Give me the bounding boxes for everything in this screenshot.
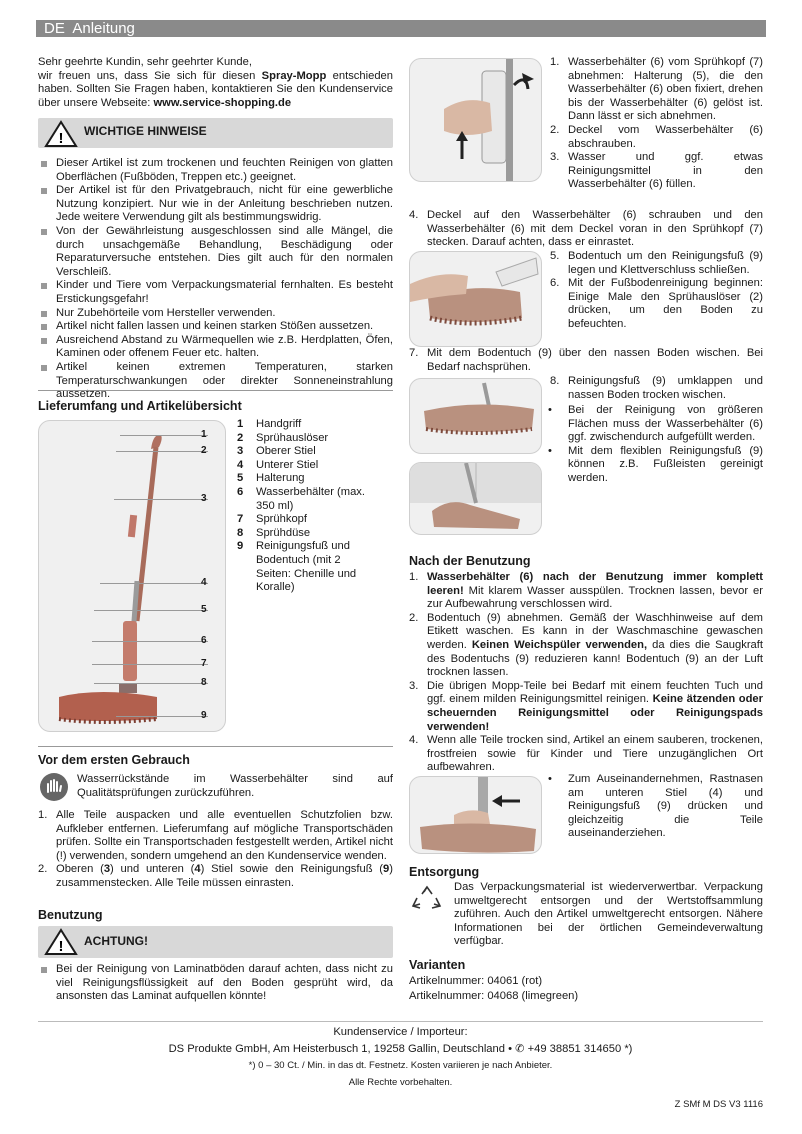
step-7: 7. Mit dem Bodentuch (9) über den nassen Boden wischen. Bei Bedarf nachsprühen.: [409, 347, 763, 373]
divider: [38, 390, 393, 391]
intro: [38, 56, 393, 110]
after-use-list: [409, 571, 763, 775]
warning-box: [38, 118, 393, 148]
divider: [38, 746, 393, 747]
warning-triangle-icon: [44, 120, 78, 148]
callout-lines: [120, 427, 210, 727]
first-use-title: Vor dem ersten Gebrauch: [38, 753, 190, 767]
pad-attach-illustration: [410, 252, 542, 347]
first-use-steps: [38, 809, 393, 891]
caution-title: ACHTUNG!: [84, 934, 148, 948]
first-use-step: 1. Alle Teile auspacken und alle eventuellen Schutzfolien bzw. Aufkleber entfernen. Lieferumfang auf mögliche Transportschäden prüfen. Sollte ein Transportschaden festgestellt werden, Artikel nicht (!) verwenden, sondern umgehend an den Kundenservice wenden.: [38, 809, 393, 862]
first-use-note: Wasserrückstände im Wasserbehälter sind auf Qualitätsprüfungen zurückzuführen.: [77, 773, 393, 799]
callout-5: 5: [201, 604, 207, 615]
usage-title: Benutzung: [38, 908, 103, 922]
part-row: 4 Unterer Stiel: [237, 458, 319, 471]
footer-line-3: *) 0 – 30 Ct. / Min. in das dt. Festnetz. Kosten variieren je nach Anbieter.: [248, 1060, 553, 1071]
tips-list: [548, 404, 763, 486]
part-row: 2 Sprühauslöser: [237, 431, 329, 444]
after-use-item: 4. Wenn alle Teile trocken sind, Artikel an einem sauberen, trockenen, frostfreien sowie für Kinder und Tiere unzugänglichen Ort aufbewahren.: [409, 734, 763, 774]
variants-title: Varianten: [409, 958, 466, 972]
caution-list: [38, 963, 393, 1004]
after-use-item: 1. Wasserbehälter (6) nach der Benutzung immer komplett leeren! Mit klarem Wasser ausspülen. Trocknen lassen, bevor er zur Aufbewahrung verschlossen wird.: [409, 571, 763, 611]
warning-item: Artikel keinen extremen Temperaturen, starken Temperaturschwankungen oder direkter Sonneneinstrahlung aussetzen.: [38, 361, 393, 402]
scope-title: Lieferumfang und Artikelübersicht: [38, 399, 242, 413]
after-use-item: 2. Bodentuch (9) abnehmen. Gemäß der Waschhinweise auf dem Etikett waschen. Es kann in der Waschmaschine gewaschen werden. Keinen Weichspüler verwenden, da dies die Saugkraft des Bodentuchs (9) reduzieren kann! Bodentuch (9) an der Luft trocknen lassen.: [409, 611, 763, 679]
step-image-wipe: [409, 378, 542, 454]
callout-4: 4: [201, 577, 207, 588]
first-use-step: 2. Oberen (3) und unteren (4) Stiel sowie den Reinigungsfuß (9) zusammenstecken. Alle Teile müssen einrasten.: [38, 863, 394, 889]
step-image-disassemble: [409, 776, 542, 854]
footer-line-2: DS Produkte GmbH, Am Heisterbusch 1, 19258 Gallin, Deutschland • ✆ +49 38851 314650 *): [168, 1043, 633, 1055]
part-row: 1 Handgriff: [237, 418, 302, 430]
callout-7: 7: [201, 658, 207, 669]
baseboard-illustration: [410, 463, 542, 535]
document-code: Z SMf M DS V3 1116: [674, 1099, 763, 1110]
callout-2: 2: [201, 445, 207, 456]
callout-1: 1: [201, 429, 207, 440]
warning-item: Der Artikel ist für den Privatgebrauch, nicht für eine gewerbliche Nutzung konzipiert. Nur wie in der Anleitung beschrieben nutzen. Jede weitere Verwendung gilt als bestimmungswidrig.: [38, 184, 393, 225]
warning-item: Nur Zubehörteile vom Hersteller verwenden.: [38, 307, 393, 321]
warning-triangle-icon: [44, 928, 78, 956]
after-use-title: Nach der Benutzung: [409, 554, 531, 568]
warning-title: WICHTIGE HINWEISE: [84, 124, 207, 138]
footer-divider: [38, 1021, 763, 1022]
header-bar: [36, 20, 766, 37]
warning-item: Kinder und Tiere vom Verpackungsmaterial fernhalten. Es besteht Erstickungsgefahr!: [38, 279, 393, 306]
disassemble-item: • Zum Auseinandernehmen, Rastnasen am unteren Stiel (4) und Reinigungsfuß (9) drücken und gleichzeitig die Teile auseinanderziehen.: [548, 773, 763, 841]
step-image-tank: [409, 58, 542, 182]
step-3: 3. Wasser und ggf. etwas Reinigungsmittel in den Wasserbehälter (6) füllen.: [550, 151, 763, 191]
info-hand-icon: [39, 772, 69, 802]
step-4: 4. Deckel auf den Wasserbehälter (6) schrauben und den Wasserbehälter (6) mit dem Deckel voran in den Sprühkopf (7) stecken. Darauf achten, dass er einrastet.: [409, 209, 763, 249]
disassemble-list: [548, 773, 763, 841]
footer-line-4: Alle Rechte vorbehalten.: [348, 1077, 453, 1088]
callout-8: 8: [201, 677, 207, 688]
step-image-pad: [409, 251, 542, 347]
step-7-list: [409, 347, 763, 374]
step-image-baseboard: [409, 462, 542, 535]
recycling-icon: [410, 884, 446, 916]
disposal-text: Das Verpackungsmaterial ist wiederverwertbar. Verpackung umweltgerecht entsorgen und der Wertstoffsammlung zuführen. Auch den Artikel umweltgerecht entsorgen. Nähere Informationen bei der örtlichen Gemeindeverwaltung verfügbar.: [454, 881, 763, 948]
warning-item: Dieser Artikel ist zum trockenen und feuchten Reinigen von glatten Oberflächen (Fußböden, Treppen etc.) geeignet.: [38, 157, 393, 184]
step-8: 8. Reinigungsfuß (9) umklappen und nassen Boden trocken wischen.: [550, 375, 763, 401]
floor-wipe-illustration: [410, 379, 542, 454]
parts-legend: [237, 418, 377, 595]
part-row: 7 Sprühkopf: [237, 513, 307, 526]
warning-item: Artikel nicht fallen lassen und keinen starken Stößen aussetzen.: [38, 320, 393, 334]
part-row: 8 Sprühdüse: [237, 526, 311, 539]
warning-item: Von der Gewährleistung ausgeschlossen sind alle Mängel, die durch unsachgemäße Behandlung, Beschädigung oder Reparaturversuche entstehen. Dies gilt auch für den normalen Verschleiß.: [38, 225, 393, 279]
caution-box: [38, 926, 393, 958]
svg-text:!: !: [58, 130, 64, 147]
warning-item: Ausreichend Abstand zu Wärmequellen wie z.B. Herdplatten, Öfen, Kaminen oder offenem Feuer etc. halten.: [38, 334, 393, 361]
step-2: 2. Deckel vom Wasserbehälter (6) abschrauben.: [550, 123, 763, 150]
footer-line-1: Kundenservice / Importeur:: [333, 1026, 468, 1038]
step-8-list: [550, 375, 763, 402]
part-row: 3 Oberer Stiel: [237, 445, 316, 458]
greeting: Sehr geehrte Kundin, sehr geehrter Kunde,: [38, 56, 252, 68]
variant-2: Artikelnummer: 04068 (limegreen): [409, 990, 579, 1002]
disassemble-illustration: [410, 777, 542, 854]
after-use-item: 3. Die übrigen Mopp-Teile bei Bedarf mit einem feuchten Tuch und ggf. einem milden Reinigungsmittel reinigen. Keine ätzenden oder scheuernden Reinigungsmittel oder Reinigungspads verwenden!: [409, 679, 763, 733]
tank-removal-illustration: [410, 59, 542, 182]
part-row: 6 Wasserbehälter (max. 350 ml): [237, 485, 366, 512]
tip-item: • Bei der Reinigung von größeren Flächen muss der Wasserbehälter (6) ggf. zwischendurch aufgefüllt werden.: [548, 404, 763, 445]
svg-text:!: !: [58, 938, 64, 955]
step-5: 5. Bodentuch um den Reinigungsfuß (9) legen und Klettverschluss schließen.: [550, 250, 763, 276]
step-1: 1. Wasserbehälter (6) vom Sprühkopf (7) abnehmen: Halterung (5), die den Wasserbehälter (6) oben fixiert, drehen bis der Wasserbehälter (6) gelöst ist. Dann lässt er sich abnehmen.: [550, 56, 763, 123]
step-6: 6. Mit der Fußbodenreinigung beginnen: Einige Male den Sprühauslöser (2) drücken, um den Boden zu befeuchten.: [550, 277, 763, 330]
intro-paragraph: wir freuen uns, dass Sie sich für diesen Spray-Mopp entschieden haben. Sollten Sie Fragen haben, kontaktieren Sie den Kundenservice über unsere Webseite: www.service-shopping.de: [38, 69, 393, 109]
callout-3: 3: [201, 493, 207, 504]
variant-1: Artikelnummer: 04061 (rot): [409, 975, 543, 987]
caution-item: Bei der Reinigung von Laminatböden darauf achten, dass nicht zu viel Reinigungsflüssigkeit auf den Boden gesprüht wird, da ansonsten das Laminat aufquellen könnte!: [38, 963, 393, 1004]
warning-list: [38, 157, 393, 402]
service-url[interactable]: www.service-shopping.de: [153, 96, 292, 109]
disposal-title: Entsorgung: [409, 865, 480, 879]
callout-9: 9: [201, 710, 207, 721]
tip-item: • Mit dem flexiblen Reinigungsfuß (9) können z.B. Fußleisten gereinigt werden.: [548, 445, 763, 486]
callout-6: 6: [201, 635, 207, 646]
header-title: DE Anleitung: [44, 20, 135, 37]
steps-5-6: [550, 250, 763, 332]
step-4-list: [409, 209, 763, 250]
part-row: 9 Reinigungsfuß und Bodentuch (mit 2 Seiten: Chenille und Koralle): [237, 540, 357, 594]
part-row: 5 Halterung: [237, 472, 305, 485]
steps-1-3: [550, 56, 763, 192]
